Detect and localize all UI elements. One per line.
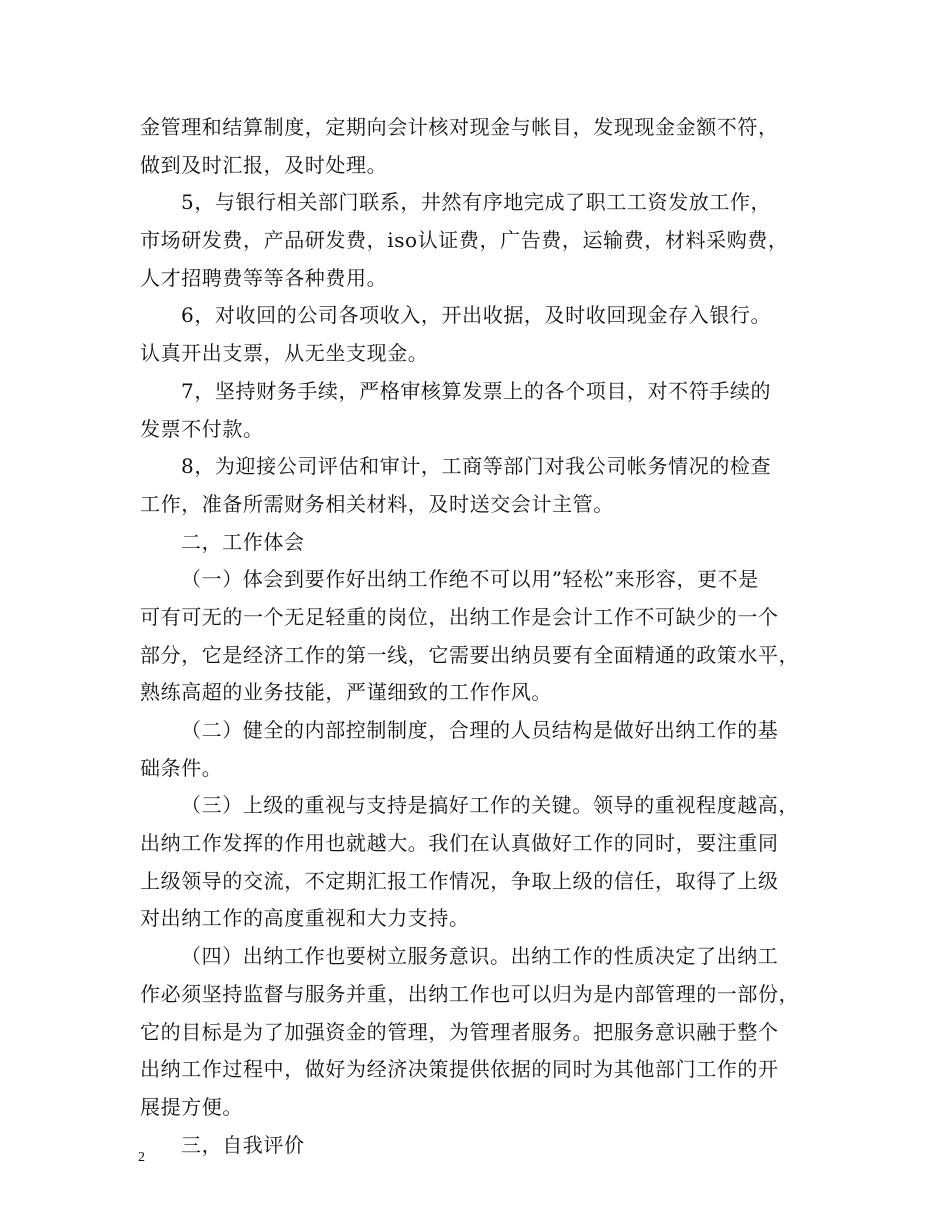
text-line: 部分，它是经济工作的第一线，它需要出纳员要有全面精通的政策水平，: [140, 642, 800, 667]
text-line: 市场研发费，产品研发费，iso认证费，广告费，运输费，材料采购费，: [140, 228, 789, 253]
page-number: 2: [138, 1150, 145, 1165]
text-line: 5，与银行相关部门联系，井然有序地完成了职工工资发放工作，: [181, 190, 772, 215]
text-line: 上级领导的交流，不定期汇报工作情况，争取上级的信任，取得了上级: [140, 868, 779, 893]
text-line: 二，工作体会: [181, 529, 305, 554]
text-line: 出纳工作发挥的作用也就越大。我们在认真做好工作的同时，要注重同: [140, 831, 779, 856]
text-line: 工作，准备所需财务相关材料，及时送交会计主管。: [140, 491, 614, 516]
text-line: 出纳工作过程中，做好为经济决策提供依据的同时为其他部门工作的开: [140, 1057, 779, 1082]
text-line: 可有可无的一个无足轻重的岗位，出纳工作是会计工作不可缺少的一个: [140, 604, 779, 629]
text-line: （四）出纳工作也要树立服务意识。出纳工作的性质决定了出纳工: [181, 944, 779, 969]
text-line: 熟练高超的业务技能，严谨细致的工作作风。: [140, 680, 552, 705]
text-line: 做到及时汇报，及时处理。: [140, 152, 388, 177]
text-line: 三，自我评价: [181, 1132, 305, 1157]
text-line: （三）上级的重视与支持是搞好工作的关键。领导的重视程度越高，: [181, 793, 799, 818]
text-line: 认真开出支票，从无坐支现金。: [140, 341, 429, 366]
text-line: 作必须坚持监督与服务并重，出纳工作也可以归为是内部管理的一部份，: [140, 981, 800, 1006]
text-line: 7，坚持财务手续，严格审核算发票上的各个项目，对不符手续的: [181, 378, 772, 403]
document-body: [140, 109, 820, 1164]
text-line: 础条件。: [140, 755, 223, 780]
text-line: （一）体会到要作好出纳工作绝不可以用”轻松”来形容，更不是: [181, 567, 759, 592]
text-line: 6，对收回的公司各项收入，开出收据，及时收回现金存入银行。: [181, 303, 772, 328]
text-line: 人才招聘费等等各种费用。: [140, 265, 388, 290]
text-line: 金管理和结算制度，定期向会计核对现金与帐目，发现现金金额不符，: [140, 115, 779, 139]
text-line: 发票不付款。: [140, 416, 264, 441]
text-line: 对出纳工作的高度重视和大力支持。: [140, 906, 470, 931]
text-line: 8，为迎接公司评估和审计，工商等部门对我公司帐务情况的检查: [181, 454, 772, 479]
text-line: 它的目标是为了加强资金的管理，为管理者服务。把服务意识融于整个: [140, 1019, 779, 1044]
text-line: 展提方便。: [140, 1094, 243, 1119]
text-line: （二）健全的内部控制制度，合理的人员结构是做好出纳工作的基: [181, 718, 779, 742]
